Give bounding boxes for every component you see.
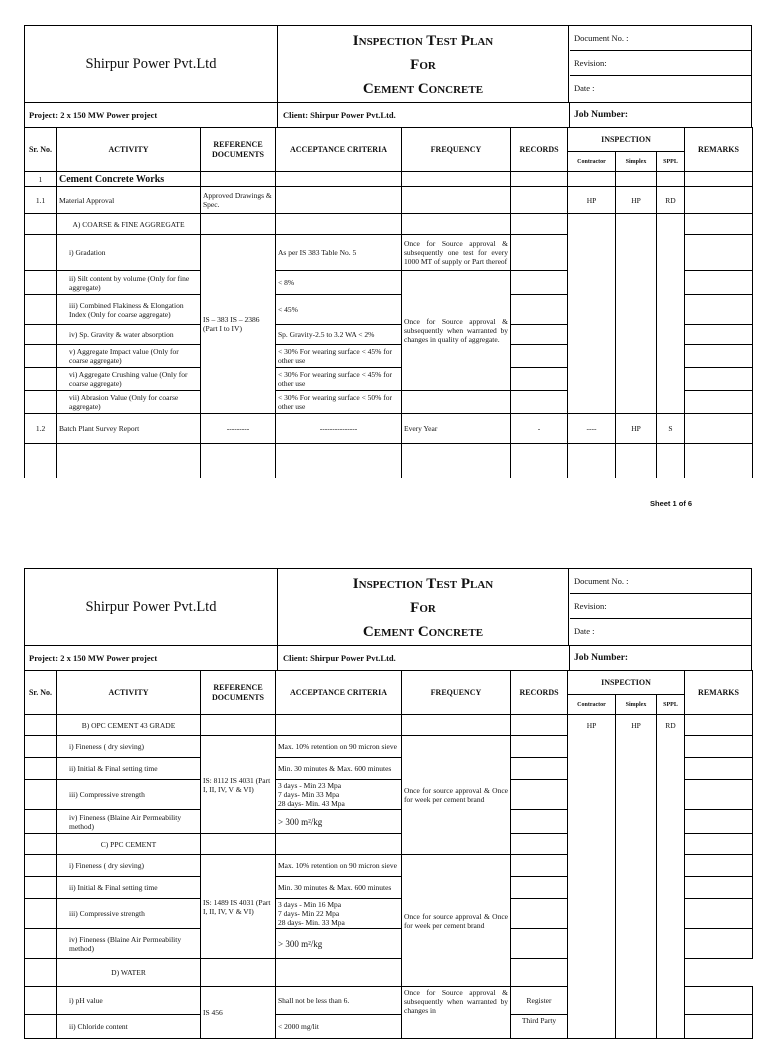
table-row: v) Aggregate Impact value (Only for coarse aggregate) < 30% For wearing surface < 45% for other use [25,345,753,368]
table-row: C) PPC CEMENT [25,834,753,855]
title-line-1: Inspection Test Plan [352,576,494,592]
table-row: A) COARSE & FINE AGGREGATE [25,214,753,235]
col-records: RECORDS [511,671,568,715]
title-line-2: For [410,57,436,73]
client-label: Client: Shirpur Power Pvt.Ltd. [283,653,396,663]
revision-field: Revision: [570,594,751,619]
doc-no-field: Document No. : [570,569,751,594]
document-title [278,569,569,645]
col-remarks: REMARKS [685,128,753,172]
col-simplex: Simplex [616,695,657,715]
company-name: Shirpur Power Pvt.Ltd [25,569,278,645]
sheet-number: Sheet 1 of 6 [650,499,693,508]
project-label: Project: 2 x 150 MW Power project [29,653,158,663]
client-label: Client: Shirpur Power Pvt.Ltd. [283,110,396,120]
company-name: Shirpur Power Pvt.Ltd [25,26,278,102]
title-line-3: Cement Concrete [362,81,484,97]
table-row: ii) Initial & Final setting time Min. 30 minutes & Max. 600 minutes [25,877,753,899]
itp-sheet-1 [24,25,752,478]
table-row: 1.2 Batch Plant Survey Report --------- --------------- Every Year - ---- HP S [25,414,753,444]
table-row: iv) Sp. Gravity & water absorption Sp. Gravity-2.5 to 3.2 WA < 2% [25,325,753,345]
col-reference: REFERENCE DOCUMENTS [201,671,276,715]
document-meta [570,26,751,102]
table-row: vii) Abrasion Value (Only for coarse aggregate) < 30% For wearing surface < 50% for other use [25,391,753,414]
table-row: i) Gradation IS – 383 IS – 2386 (Part I to IV) As per IS 383 Table No. 5 Once for Source approval & subsequently one test for every 1000 MT of supply or Part thereof [25,235,753,271]
col-inspection: INSPECTION [568,128,685,152]
col-inspection: INSPECTION [568,671,685,695]
doc-no-field: Document No. : [570,26,751,51]
col-contractor: Contractor [568,152,616,172]
date-field: Date : [574,83,595,93]
table-row: ii) Initial & Final setting time Min. 30 minutes & Max. 600 minutes [25,758,753,780]
document-title [278,26,569,102]
project-row [24,102,752,127]
table-row: 1.1 Material Approval Approved Drawings & Spec. HP HP RD [25,187,753,214]
table-row: i) Fineness ( dry sieving) IS: 1489 IS 4031 (Part I, II, IV, V & VI) Max. 10% retention on 90 micron sieve Once for source approval & Once for week per cement brand [25,855,753,877]
date-field: Date : [574,626,595,636]
sheet-header [24,25,752,102]
job-number-label: Job Number: [574,653,629,663]
col-sr-no: Sr. No. [25,671,57,715]
col-simplex: Simplex [616,152,657,172]
table-row: iv) Fineness (Blaine Air Permeability method) > 300 m²/kg [25,929,753,959]
itp-sheet-2 [24,568,752,1039]
table-row: iv) Fineness (Blaine Air Permeability method) > 300 m²/kg [25,810,753,834]
sheet-header [24,568,752,645]
table-row: ii) Silt content by volume (Only for fine aggregate) < 8% Once for Source approval & subsequently when warranted by changes in quality of aggregate. [25,271,753,295]
table-row: 1 Cement Concrete Works [25,172,753,187]
col-activity: ACTIVITY [57,128,201,172]
table-row: iii) Combined Flakiness & Elongation Index (Only for coarse aggregate) < 45% [25,295,753,325]
col-frequency: FREQUENCY [402,128,511,172]
col-reference: REFERENCE DOCUMENTS [201,128,276,172]
col-acceptance: ACCEPTANCE CRITERIA [276,128,402,172]
col-sppl: SPPL [657,695,685,715]
itp-table [24,670,753,1039]
col-records: RECORDS [511,128,568,172]
title-line-1: Inspection Test Plan [352,33,494,49]
col-acceptance: ACCEPTANCE CRITERIA [276,671,402,715]
project-label: Project: 2 x 150 MW Power project [29,110,158,120]
table-row: D) WATER [25,959,753,987]
table-row: iii) Compressive strength 3 days - Min 16 Mpa 7 days- Min 22 Mpa 28 days- Min. 33 Mpa [25,899,753,929]
project-row [24,645,752,670]
job-number-label: Job Number: [574,110,629,120]
itp-table [24,127,753,478]
revision-field: Revision: [570,51,751,76]
document-meta [570,569,751,645]
table-row: B) OPC CEMENT 43 GRADE HP HP RD [25,715,753,736]
col-frequency: FREQUENCY [402,671,511,715]
title-line-2: For [410,600,436,616]
col-contractor: Contractor [568,695,616,715]
table-row [25,444,753,478]
col-activity: ACTIVITY [57,671,201,715]
table-row: i) pH value IS 456 Shall not be less than 6. Once for Source approval & subsequently when warranted by changes in Register [25,987,753,1015]
table-row: vi) Aggregate Crushing value (Only for coarse aggregate) < 30% For wearing surface < 45% for other use [25,368,753,391]
col-sppl: SPPL [657,152,685,172]
col-sr-no: Sr. No. [25,128,57,172]
table-row: iii) Compressive strength 3 days - Min 23 Mpa 7 days- Min 33 Mpa 28 days- Min. 43 Mpa [25,780,753,810]
title-line-3: Cement Concrete [362,624,484,640]
col-remarks: REMARKS [685,671,753,715]
table-row: ii) Chloride content < 2000 mg/lit Third Party [25,1015,753,1039]
table-row: i) Fineness ( dry sieving) IS: 8112 IS 4031 (Part I, II, IV, V & VI) Max. 10% retention on 90 micron sieve Once for source approval & Once for week per cement brand [25,736,753,758]
